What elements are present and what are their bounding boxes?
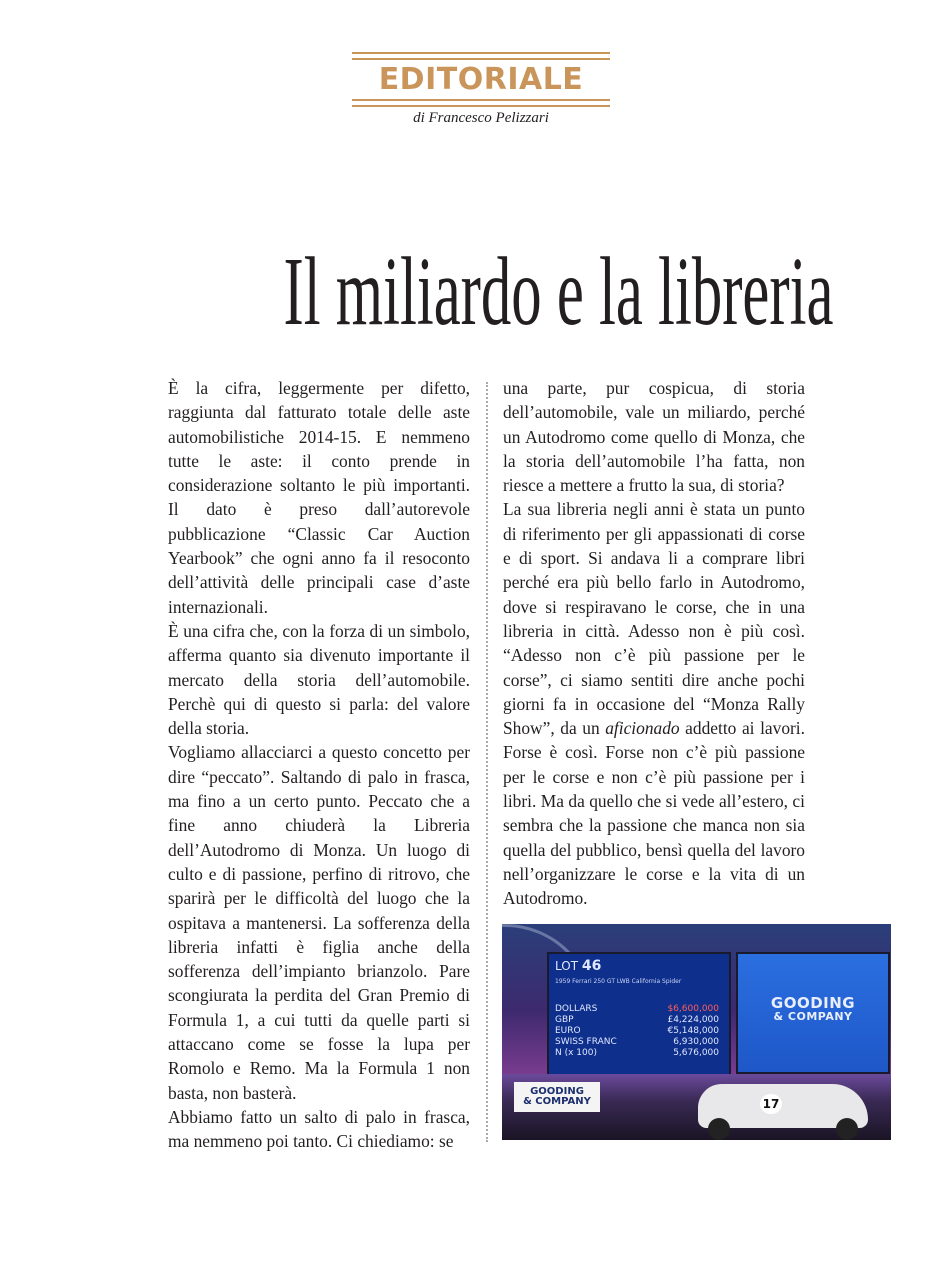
rate-row bbox=[555, 1048, 719, 1059]
article-title: Il miliardo e la libreria bbox=[283, 238, 834, 346]
top-rule-2 bbox=[352, 58, 610, 60]
car-wheel bbox=[836, 1118, 858, 1140]
lot-label bbox=[555, 958, 601, 974]
brand-screen bbox=[736, 952, 890, 1074]
lot-description: 1959 Ferrari 250 GT LWB California Spider bbox=[555, 978, 682, 985]
brand-sub: & COMPANY bbox=[773, 1010, 853, 1023]
car-number: 17 bbox=[760, 1094, 782, 1114]
rate-value: $6,600,000 bbox=[667, 1004, 719, 1014]
rate-value: €5,148,000 bbox=[667, 1026, 719, 1036]
rate-currency: EURO bbox=[555, 1026, 581, 1036]
paragraph: Vogliamo allacciarci a questo concetto per dire “peccato”. Saltando di palo in frasca, ma fino a un certo punto. Peccato che a fine anno chiuderà la Libreria dell’Autodromo di Monza. Un luogo di culto e di passione, perfino di ritrovo, che sparirà per le difficoltà del luogo che la ospitava a mantenersi. La sofferenza della libreria infatti è figlia anche della sofferenza dell’impianto brianzolo. Pare scongiurata la perdita del Gran Premio di Formula 1, a cui tutti da quelle parti si attaccano come se fosse la lupa per Romolo e Remo. Ma la Formula 1 non basta, non basterà. bbox=[168, 742, 470, 1103]
masthead bbox=[352, 52, 610, 107]
rate-currency: DOLLARS bbox=[555, 1004, 598, 1014]
auction-photo bbox=[502, 924, 891, 1140]
car-wheel bbox=[708, 1118, 730, 1140]
paragraph: una parte, pur cospicua, di storia dell’automobile, vale un miliardo, perché un Autodromo come quello di Monza, che la storia dell’automobile l’ha fatta, non riesce a mettere a frutto la sua, di storia? bbox=[503, 378, 805, 496]
bottom-rule-2 bbox=[352, 105, 610, 107]
rate-currency: N (x 100) bbox=[555, 1048, 597, 1058]
rate-value: 6,930,000 bbox=[673, 1037, 719, 1047]
rate-value: £4,224,000 bbox=[667, 1015, 719, 1025]
bottom-rule bbox=[352, 99, 610, 101]
podium-sign bbox=[514, 1082, 600, 1112]
brand-logo bbox=[738, 996, 888, 1024]
paragraph-text: La sua libreria negli anni è stata un punto di riferimento per gli appassionati di corse e di sport. Si andava li a comprare libri perché era più bello farlo in Autodromo, dove si respiravano le corse, che in una libreria in città. Adesso non è più così. “Adesso non c’è più passione per le corse”, ci siamo sentiti dire anche pochi giorni fa in occasione del “Monza Rally Show”, da un bbox=[503, 499, 805, 739]
auction-price-screen bbox=[547, 952, 731, 1084]
rate-row bbox=[555, 1015, 719, 1026]
podium-sub: & COMPANY bbox=[523, 1096, 591, 1107]
lot-number: 46 bbox=[581, 958, 602, 974]
rate-row bbox=[555, 1004, 719, 1015]
paragraph bbox=[503, 497, 805, 910]
paragraph: È la cifra, leggermente per difetto, raggiunta dal fatturato totale delle aste automobilistiche 2014-15. E nemmeno tutte le aste: il conto prende in considerazione soltanto le più importanti. Il dato è preso dall’autorevole pubblicazione “Classic Car Auction Yearbook” che ogni anno fa il resoconto dell’attività delle principali case d’aste internazionali. bbox=[168, 378, 470, 617]
article-column-1 bbox=[168, 376, 470, 1154]
rate-currency: GBP bbox=[555, 1015, 574, 1025]
brand-main: GOODING bbox=[770, 994, 856, 1012]
italic-word: aficionado bbox=[605, 718, 680, 739]
rate-value: 5,676,000 bbox=[673, 1048, 719, 1058]
byline: di Francesco Pelizzari bbox=[413, 110, 549, 126]
currency-rates bbox=[555, 1004, 719, 1059]
column-divider bbox=[486, 382, 488, 1142]
rate-row bbox=[555, 1026, 719, 1037]
rate-row bbox=[555, 1037, 719, 1048]
paragraph: Abbiamo fatto un salto di palo in frasca, ma nemmeno poi tanto. Ci chiediamo: se bbox=[168, 1106, 470, 1152]
section-title: EDITORIALE bbox=[378, 62, 584, 97]
paragraph: È una cifra che, con la forza di un simbolo, afferma quanto sia divenuto importante il mercato della storia dell’automobile. Perchè qui di questo si parla: del valore della storia. bbox=[168, 620, 470, 739]
article-column-2 bbox=[503, 376, 805, 911]
paragraph-text: addetto ai lavori. Forse è così. Forse non c’è più passione per le corse e non c’è più passione per i libri. Ma da quello che si vede all’estero, ci sembra che la passione che manca non sia quella del pubblico, bensì quella del lavoro nell’organizzare le corse e la vita di un Autodromo. bbox=[503, 718, 805, 909]
rate-currency: SWISS FRANC bbox=[555, 1037, 617, 1047]
lot-label-text: LOT bbox=[555, 959, 579, 973]
podium-main: GOODING bbox=[530, 1086, 584, 1097]
top-rule bbox=[352, 52, 610, 54]
